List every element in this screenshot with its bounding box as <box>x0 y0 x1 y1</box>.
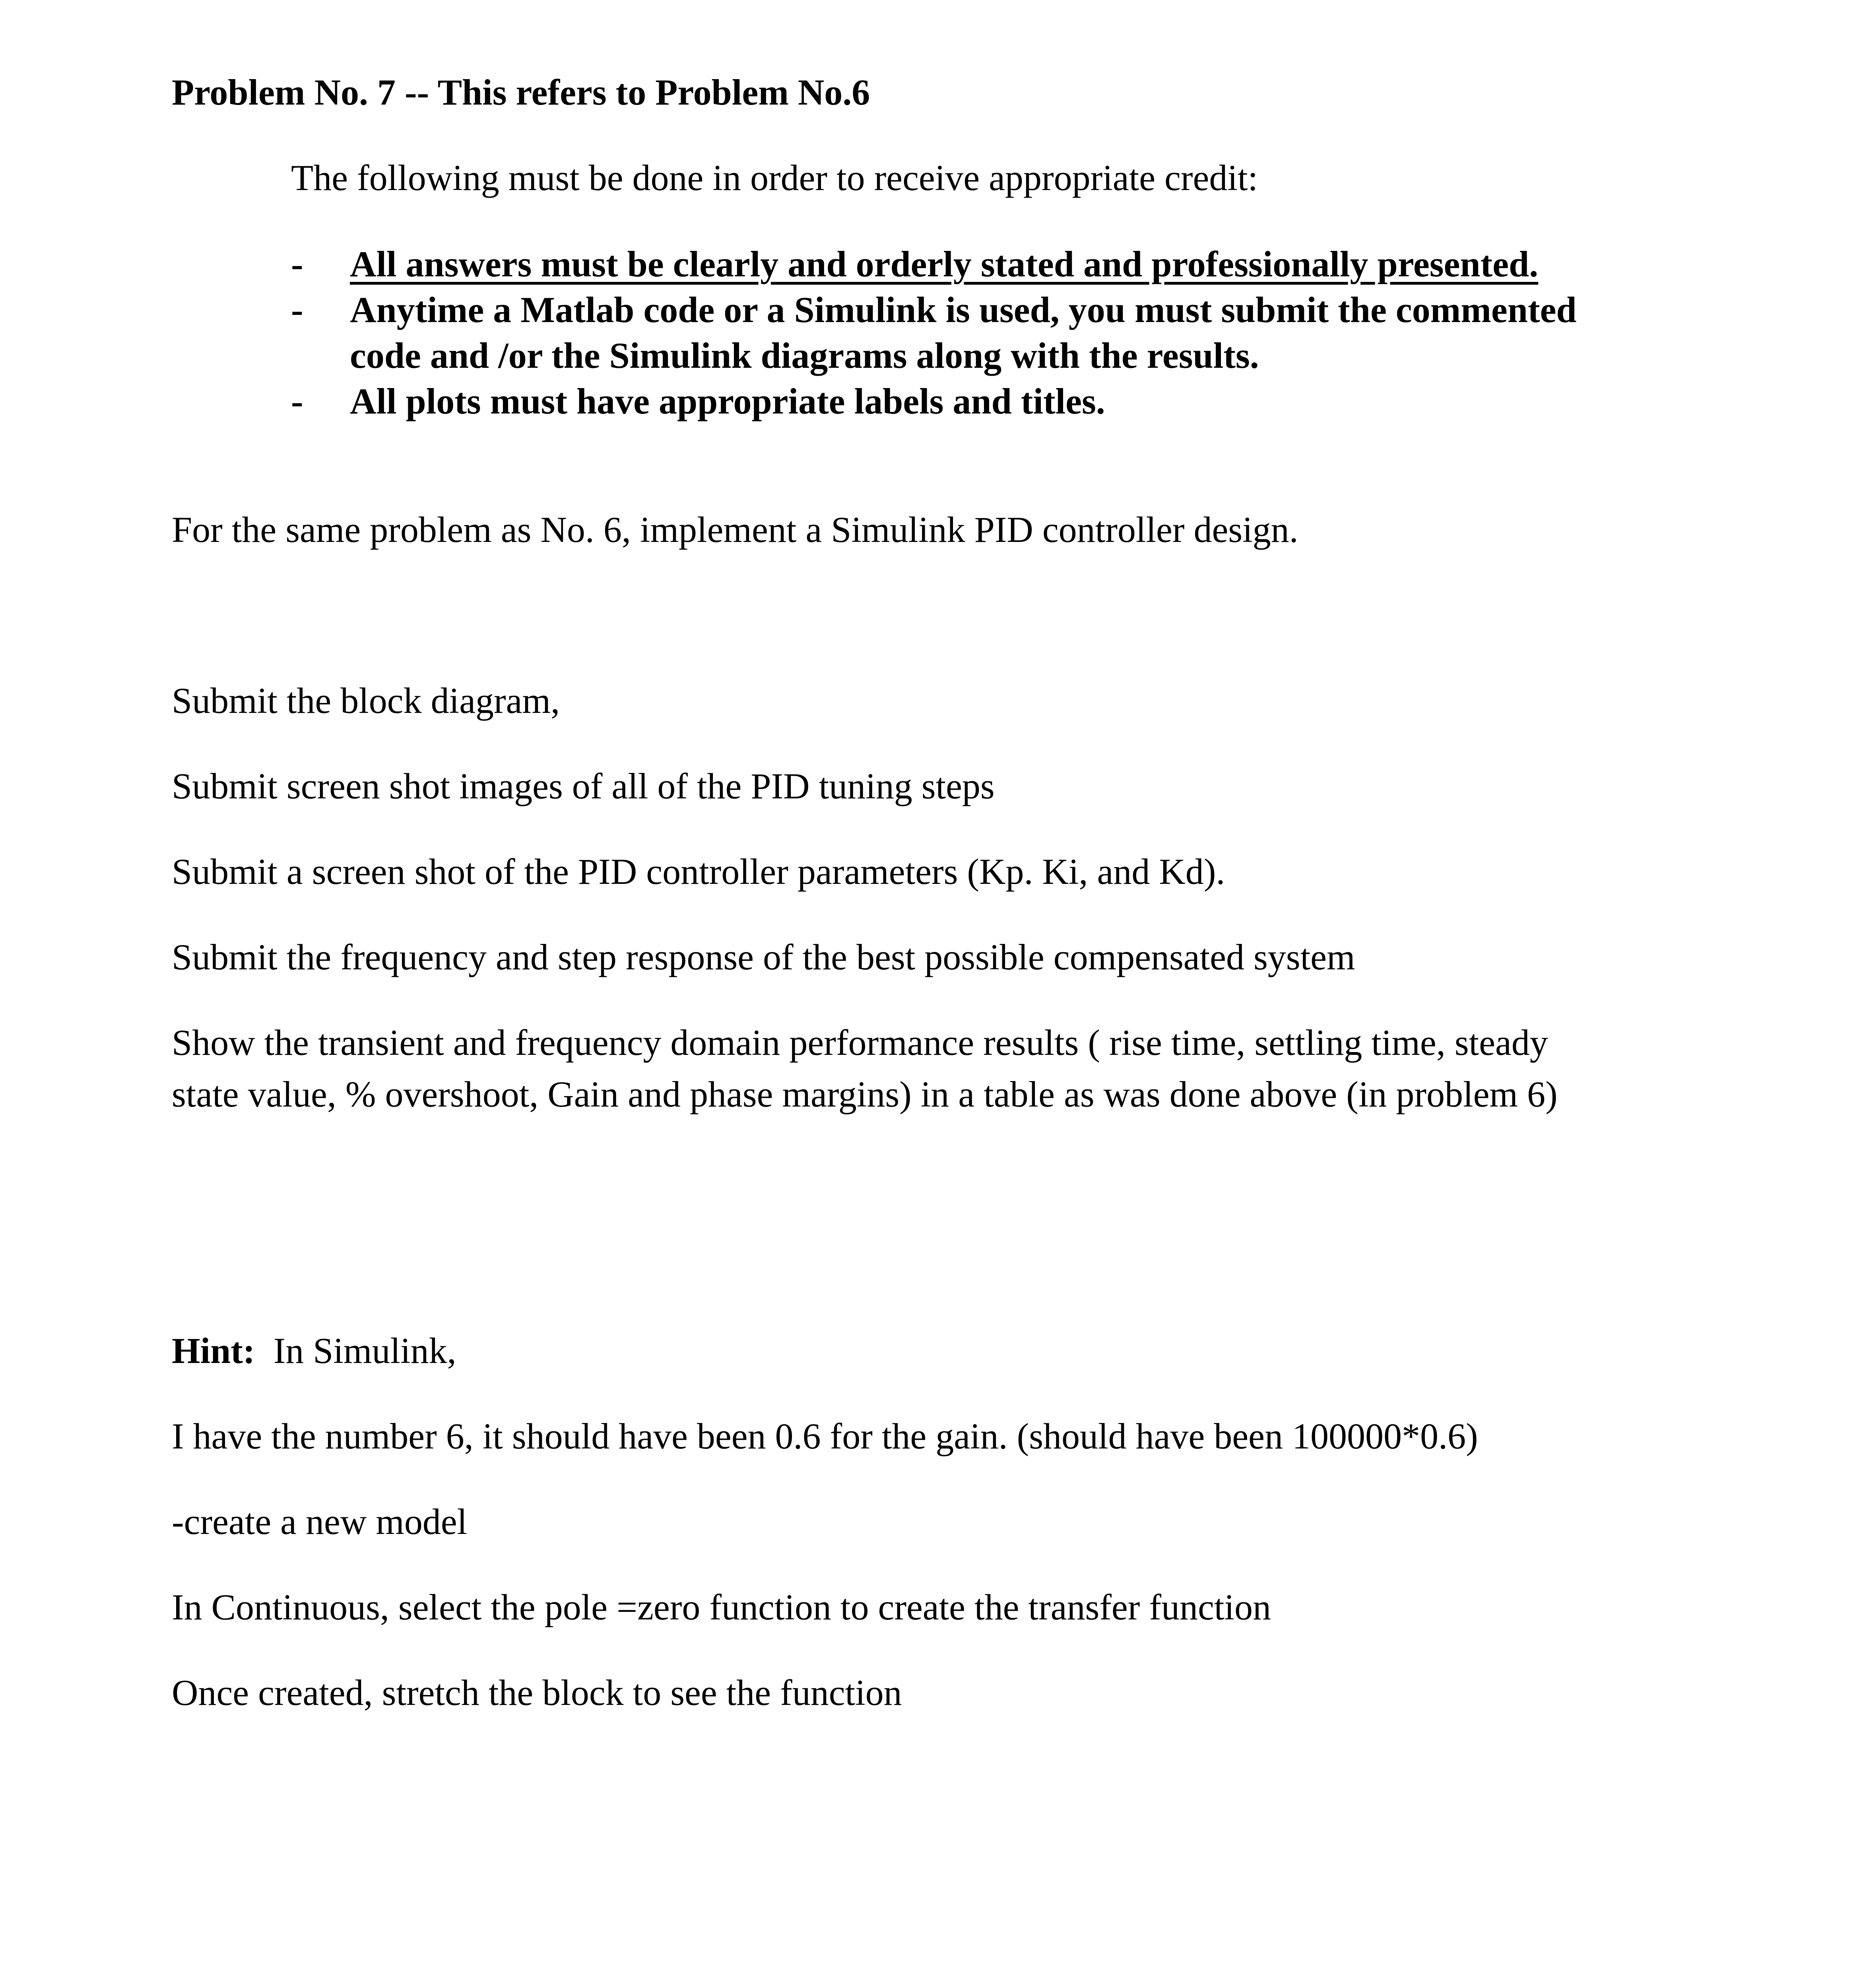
submit-frequency-step: Submit the frequency and step response of the best possible compensated system <box>172 937 1355 977</box>
problem-title: Problem No. 7 -- This refers to Problem No.6 <box>172 72 870 113</box>
bullet-dash-1: - <box>291 244 303 284</box>
submit-screenshots: Submit screen shot images of all of the PID tuning steps <box>172 766 995 806</box>
hint-continuous: In Continuous, select the pole =zero function to create the transfer function <box>172 1587 1271 1627</box>
requirement-2-line-2: code and /or the Simulink diagrams along with the results. <box>350 335 1259 376</box>
requirement-2-line-1: Anytime a Matlab code or a Simulink is used, you must submit the commented <box>350 289 1577 330</box>
bullet-dash-3: - <box>291 381 303 421</box>
hint-stretch: Once created, stretch the block to see the function <box>172 1672 902 1713</box>
hint-text: In Simulink, <box>273 1330 456 1371</box>
hint-label: Hint: <box>172 1330 255 1371</box>
bullet-dash-2: - <box>291 289 303 330</box>
hint-create-model: -create a new model <box>172 1501 468 1542</box>
submit-parameters: Submit a screen shot of the PID controller parameters (Kp. Ki, and Kd). <box>172 851 1225 892</box>
show-results-line-1: Show the transient and frequency domain performance results ( rise time, settling time, steady <box>172 1022 1548 1063</box>
show-results-line-2: state value, % overshoot, Gain and phase margins) in a table as was done above (in problem 6) <box>172 1074 1558 1114</box>
credit-intro: The following must be done in order to receive appropriate credit: <box>291 157 1258 198</box>
submit-block-diagram: Submit the block diagram, <box>172 680 560 721</box>
task-statement: For the same problem as No. 6, implement a Simulink PID controller design. <box>172 509 1298 550</box>
requirement-1: All answers must be clearly and orderly stated and professionally presented. <box>350 244 1539 284</box>
hint-number-note: I have the number 6, it should have been 0.6 for the gain. (should have been 100000*0.6) <box>172 1416 1478 1456</box>
hint-paragraph <box>172 1330 456 1372</box>
requirement-3: All plots must have appropriate labels and titles. <box>350 381 1105 421</box>
